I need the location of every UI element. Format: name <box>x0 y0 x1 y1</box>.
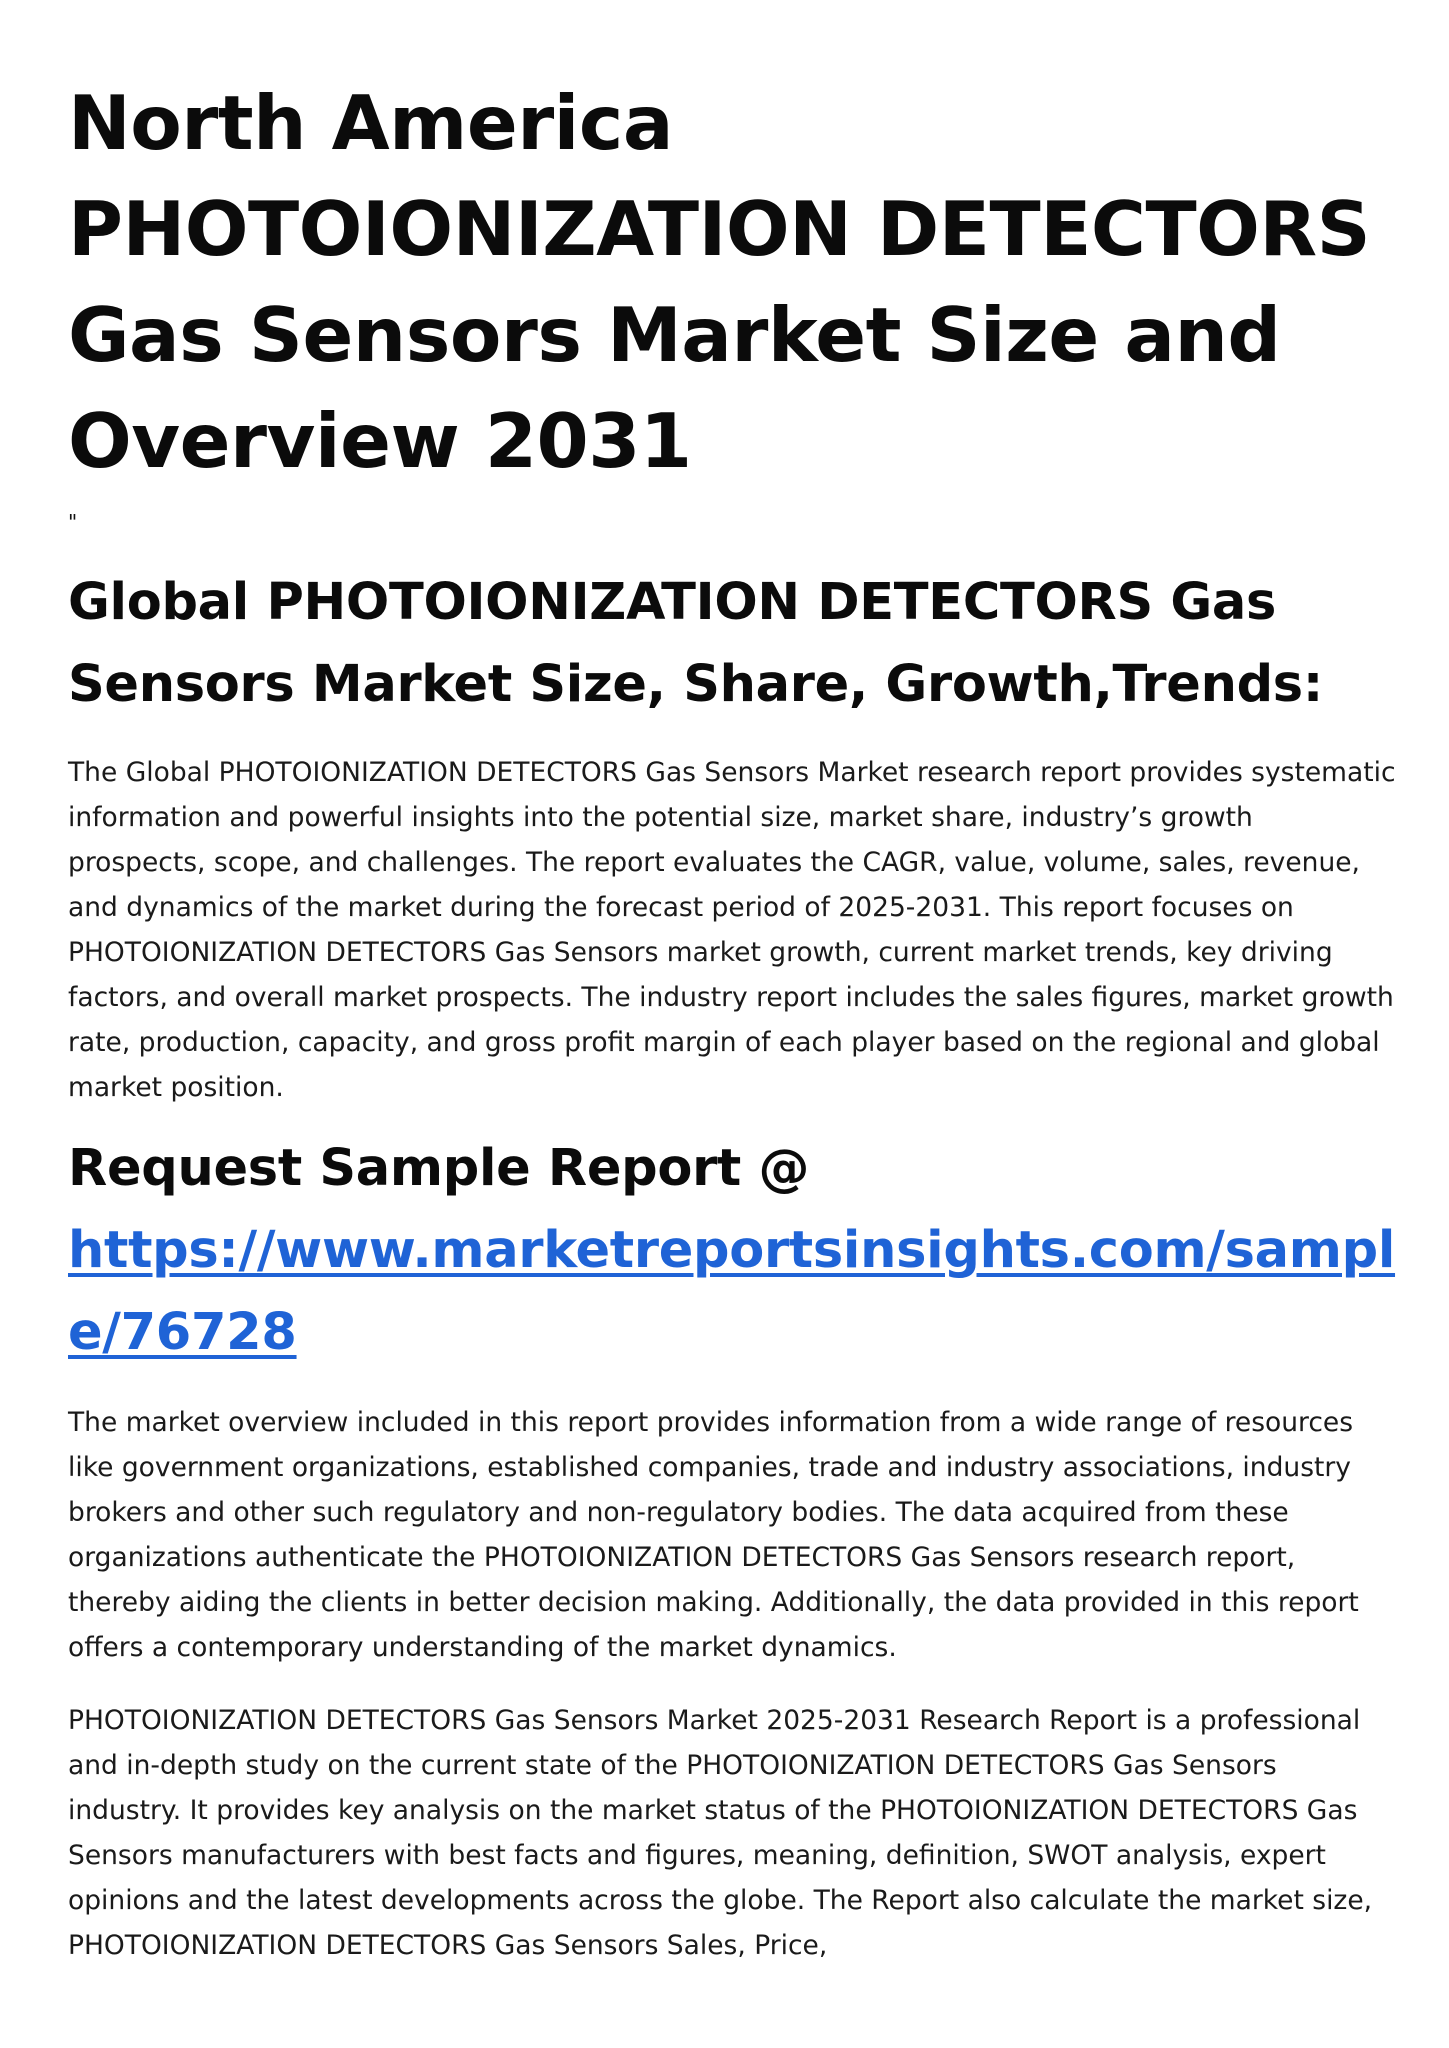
overview-paragraph: The market overview included in this report provides information from a wide range of resources like government organizations, established companies, trade and industry associations, industry brokers and other such regulatory and non-regulatory bodies. The data acquired from these organizations authenticate the PHOTOIONIZATION DETECTORS Gas Sensors research report, thereby aiding the clients in better decision making. Additionally, the data provided in this report offers a contemporary understanding of the market dynamics. <box>68 1407 1359 1663</box>
section-heading: Global PHOTOIONIZATION DETECTORS Gas Sensors Market Size, Share, Growth,Trends: <box>68 573 1323 714</box>
intro-paragraph: The Global PHOTOIONIZATION DETECTORS Gas Sensors Market research report provides systematic information and powerful insights into the potential size, market share, industry’s growth prospects, scope, and challenges. The report evaluates the CAGR, value, volume, sales, revenue, and dynamics of the market during the forecast period of 2025-2031. This report focuses on PHOTOIONIZATION DETECTORS Gas Sensors market growth, current market trends, key driving factors, and overall market prospects. The industry report includes the sales figures, market growth rate, production, capacity, and gross profit margin of each player based on the regional and global market position. <box>68 757 1396 1103</box>
request-sample-heading <box>68 1128 1398 1374</box>
study-paragraph: PHOTOIONIZATION DETECTORS Gas Sensors Market 2025-2031 Research Report is a professional and in-depth study on the current state of the PHOTOIONIZATION DETECTORS Gas Sensors industry. It provides key analysis on the market status of the PHOTOIONIZATION DETECTORS Gas Sensors manufacturers with best facts and figures, meaning, definition, SWOT analysis, expert opinions and the latest developments across the globe. The Report also calculate the market size, PHOTOIONIZATION DETECTORS Gas Sensors Sales, Price, <box>68 1705 1373 1961</box>
document-page <box>68 70 1398 1968</box>
sample-report-link[interactable]: https://www.marketreportsinsights.com/sample/76728 <box>68 1221 1396 1362</box>
stray-quote-mark: " <box>68 510 78 534</box>
request-sample-label: Request Sample Report @ <box>68 1139 810 1198</box>
page-title: North America PHOTOIONIZATION DETECTORS Gas Sensors Market Size and Overview 2031 <box>68 79 1371 485</box>
